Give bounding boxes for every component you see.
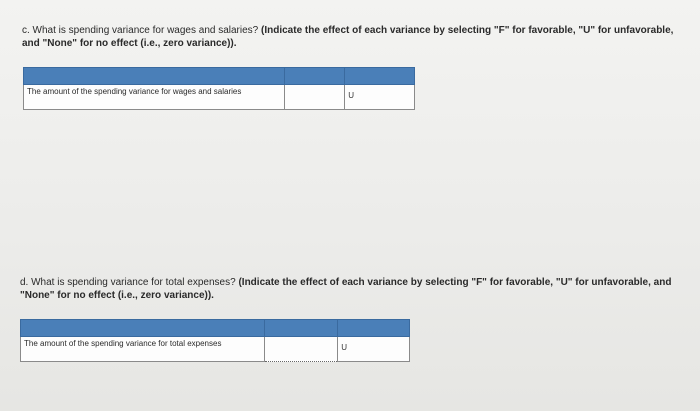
table-row	[24, 85, 415, 110]
question-c-text	[22, 24, 682, 50]
header-cell	[285, 68, 345, 85]
effect-selected-value: U	[348, 91, 354, 100]
answer-table-d	[20, 319, 410, 362]
table-row	[21, 337, 410, 362]
question-d-instruction: (Indicate the effect of each variance by selecting "F" for favorable, "U" for unfavorable, and "None" for no effect (i.e., zero variance)).	[20, 277, 672, 301]
answer-table-c	[23, 67, 415, 110]
effect-select[interactable]	[338, 337, 410, 362]
question-d-prefix: d. What is spending variance for total expenses?	[20, 277, 239, 288]
question-c-prefix: c. What is spending variance for wages and salaries?	[22, 25, 262, 36]
header-cell	[345, 68, 415, 85]
question-d-text	[20, 276, 680, 302]
amount-cell	[285, 85, 345, 110]
amount-input[interactable]	[285, 86, 344, 106]
amount-cell	[265, 337, 338, 362]
header-cell	[338, 320, 410, 337]
header-cell	[265, 320, 338, 337]
table-header-row	[24, 68, 415, 85]
question-c-instruction: (Indicate the effect of each variance by selecting "F" for favorable, "U" for unfavorable, and "None" for no effect (i.e., zero variance)).	[22, 25, 674, 49]
header-cell	[24, 68, 285, 85]
effect-select[interactable]	[345, 85, 415, 110]
row-label: The amount of the spending variance for total expenses	[21, 337, 265, 362]
header-cell	[21, 320, 265, 337]
row-label: The amount of the spending variance for wages and salaries	[24, 85, 285, 110]
amount-input[interactable]	[265, 338, 337, 358]
table-header-row	[21, 320, 410, 337]
effect-selected-value: U	[341, 343, 347, 352]
